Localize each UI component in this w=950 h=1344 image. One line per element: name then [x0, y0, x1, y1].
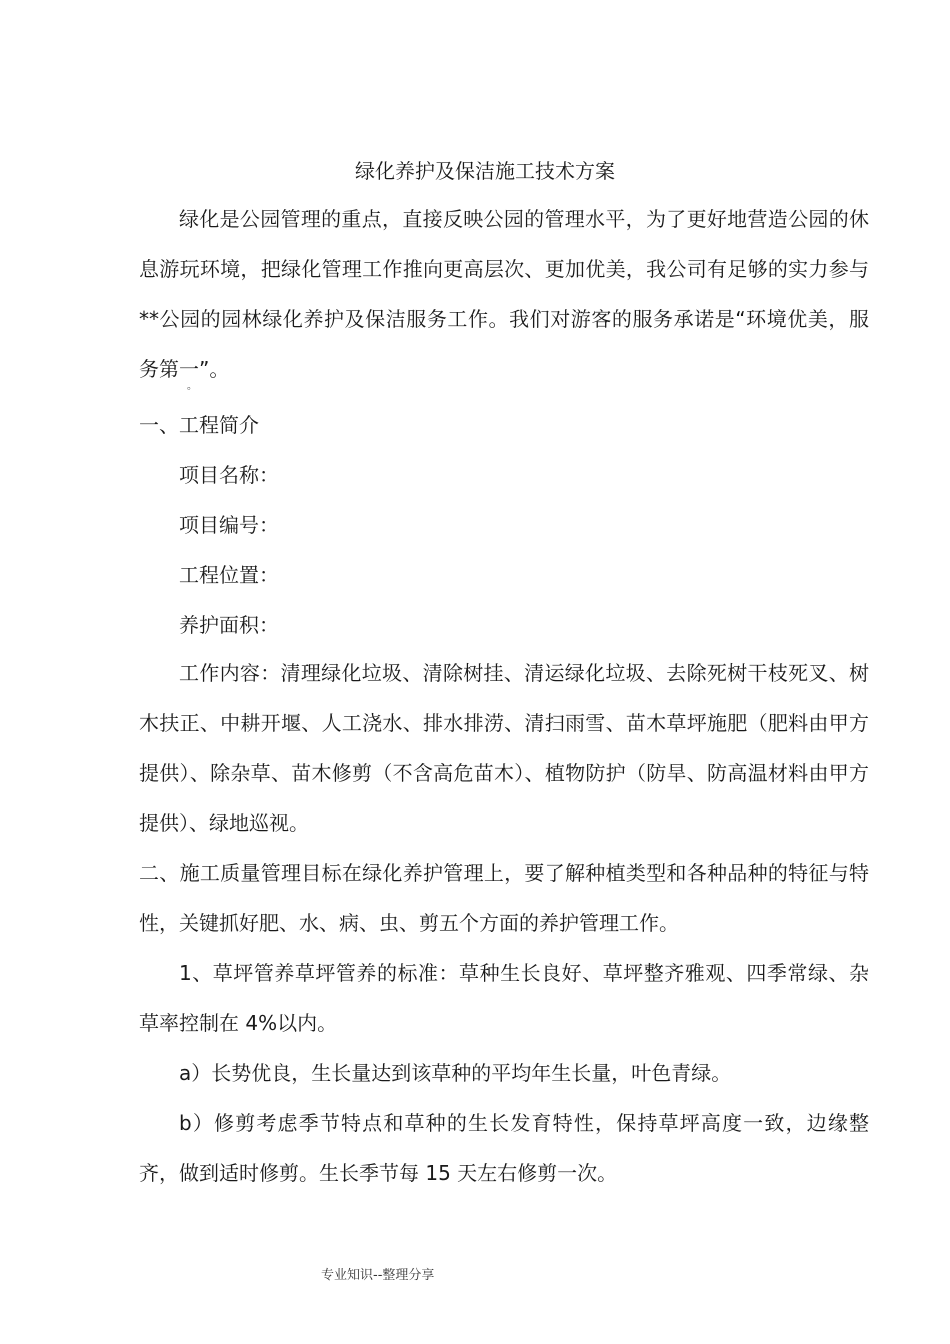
- field-maintenance-area: 养护面积：: [179, 613, 279, 637]
- intro-paragraph: 绿化是公园管理的重点，直接反映公园的管理水平，为了更好地营造公园的休息游玩环境，把绿化管理工作推向更高层次、更加优美，我公司有足够的实力参与**公园的园林绿化养护及保洁服务工作。我们对游客的服务承诺是“环境优美，服务第一”。: [139, 207, 869, 381]
- page-footer: 专业知识--整理分享: [321, 1268, 435, 1283]
- item-b-paragraph: b）修剪考虑季节特点和草种的生长发育特性，保持草坪高度一致，边缘整齐，做到适时修剪。生长季节每 15 天左右修剪一次。: [139, 1111, 869, 1185]
- field-project-name: 项目名称：: [179, 463, 279, 487]
- section1-heading: 一、工程简介: [139, 413, 259, 437]
- lawn-standard-paragraph: 1、草坪管养草坪管养的标准：草种生长良好、草坪整齐雅观、四季常绿、杂草率控制在 4%以内。: [139, 961, 869, 1035]
- section2-paragraph: 二、施工质量管理目标在绿化养护管理上，要了解种植类型和各种品种的特征与特性，关键抓好肥、水、病、虫、剪五个方面的养护管理工作。: [139, 861, 869, 935]
- field-project-location: 工程位置：: [179, 563, 279, 587]
- field-project-number: 项目编号：: [179, 513, 279, 537]
- document-title: 绿化养护及保洁施工技术方案: [355, 159, 615, 183]
- item-a-paragraph: a）长势优良，生长量达到该草种的平均年生长量，叶色青绿。: [179, 1061, 732, 1085]
- stray-mark: 。: [187, 381, 197, 392]
- work-content-paragraph: 工作内容：清理绿化垃圾、清除树挂、清运绿化垃圾、去除死树干枝死叉、树木扶正、中耕开堰、人工浇水、排水排涝、清扫雨雪、苗木草坪施肥（肥料由甲方提供）、除杂草、苗木修剪（不含高危苗木）、植物防护（防旱、防高温材料由甲方提供）、绿地巡视。: [139, 661, 869, 835]
